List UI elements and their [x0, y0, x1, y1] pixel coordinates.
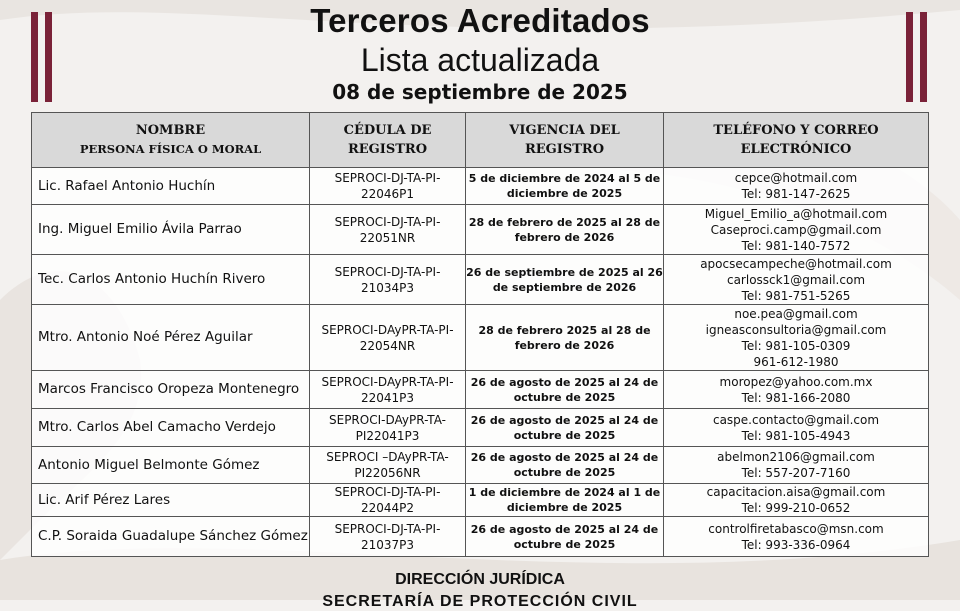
- header-vigencia-line2: REGISTRO: [524, 142, 605, 157]
- cell-vigencia: 26 de septiembre de 2025 al 26 de septiembre de 2026: [466, 255, 664, 305]
- cell-cedula: SEPROCI-DJ-TA-PI-22051NR: [310, 205, 466, 255]
- contact-line: controlfiretabasco@msn.com: [708, 521, 884, 536]
- cell-cedula: SEPROCI-DAyPR-TA-PI22041P3: [310, 409, 466, 447]
- contact-line: igneasconsultoria@gmail.com: [705, 322, 887, 337]
- cell-contact: [664, 409, 929, 447]
- cell-vigencia: 28 de febrero de 2025 al 28 de febrero de 2026: [466, 205, 664, 255]
- cell-name: Tec. Carlos Antonio Huchín Rivero: [32, 255, 310, 305]
- contact-line: capacitacion.aisa@gmail.com: [706, 485, 886, 499]
- cell-cedula: SEPROCI-DAyPR-TA-PI- 22054NR: [310, 305, 466, 371]
- cell-contact: [664, 168, 929, 205]
- cell-contact: [664, 517, 929, 557]
- contact-line: Caseproci.camp@gmail.com: [710, 222, 882, 237]
- header-cedula: [310, 113, 466, 168]
- table-row: [32, 447, 929, 484]
- cell-cedula: SEPROCI –DAyPR-TA-PI22056NR: [310, 447, 466, 484]
- cell-contact: [664, 305, 929, 371]
- contact-line: Tel: 993-336-0964: [741, 537, 851, 552]
- cell-name: Antonio Miguel Belmonte Gómez: [32, 447, 310, 484]
- cell-contact: [664, 447, 929, 484]
- table-row: [32, 205, 929, 255]
- contact-line: caspe.contacto@gmail.com: [712, 412, 880, 427]
- header-contact-line1: TELÉFONO Y CORREO: [713, 123, 879, 138]
- cell-contact: [664, 484, 929, 517]
- header-contact: [664, 113, 929, 168]
- contact-line: moropez@yahoo.com.mx: [719, 374, 873, 389]
- table-row: [32, 168, 929, 205]
- contact-line: Tel: 981-105-0309: [741, 338, 851, 353]
- table-row: [32, 484, 929, 517]
- cell-name: Mtro. Carlos Abel Camacho Verdejo: [32, 409, 310, 447]
- cell-name: C.P. Soraida Guadalupe Sánchez Gómez: [32, 517, 310, 557]
- page-subtitle: Lista actualizada: [360, 42, 600, 78]
- header-cedula-line1: CÉDULA DE: [343, 123, 432, 138]
- cell-cedula: SEPROCI-DJ-TA-PI-22044P2: [310, 484, 466, 517]
- header-contact-line2: ELECTRÓNICO: [740, 142, 852, 157]
- list-date: 08 de septiembre de 2025: [332, 80, 628, 104]
- contact-line: Tel: 981-751-5265: [741, 288, 851, 303]
- cell-vigencia: 28 de febrero 2025 al 28 de febrero de 2026: [466, 305, 664, 371]
- cell-vigencia: 26 de agosto de 2025 al 24 de octubre de 2025: [466, 409, 664, 447]
- header-vigencia: [466, 113, 664, 168]
- contact-line: Tel: 981-147-2625: [741, 187, 851, 201]
- contact-line: 961-612-1980: [753, 354, 839, 369]
- cell-vigencia: 26 de agosto de 2025 al 24 de octubre de 2025: [466, 447, 664, 484]
- header-name-line1: NOMBRE: [135, 123, 206, 138]
- contact-line: carlossck1@gmail.com: [726, 272, 866, 287]
- contact-line: Tel: 999-210-0652: [741, 501, 851, 515]
- table-row: [32, 371, 929, 409]
- contact-line: Miguel_Emilio_a@hotmail.com: [704, 206, 888, 221]
- cell-vigencia: 1 de diciembre de 2024 al 1 de diciembre de 2025: [466, 484, 664, 517]
- cell-contact: [664, 371, 929, 409]
- table-row: [32, 517, 929, 557]
- contact-line: cepce@hotmail.com: [734, 171, 858, 185]
- header-name-line2: PERSONA FÍSICA O MORAL: [79, 142, 262, 156]
- accredited-list-table: [31, 112, 929, 557]
- cell-name: Lic. Arif Pérez Lares: [32, 484, 310, 517]
- contact-line: apocsecampeche@hotmail.com: [700, 256, 892, 271]
- contact-line: Tel: 981-140-7572: [741, 238, 851, 253]
- table-row: [32, 305, 929, 371]
- cell-name: Marcos Francisco Oropeza Montenegro: [32, 371, 310, 409]
- cell-vigencia: 26 de agosto de 2025 al 24 de octubre de 2025: [466, 371, 664, 409]
- table-row: [32, 409, 929, 447]
- header-name: [32, 113, 310, 168]
- footer-department: DIRECCIÓN JURÍDICA: [395, 571, 565, 588]
- contact-line: Tel: 557-207-7160: [741, 466, 851, 480]
- cell-vigencia: 5 de diciembre de 2024 al 5 de diciembre de 2025: [466, 168, 664, 205]
- cell-contact: [664, 255, 929, 305]
- cell-name: Ing. Miguel Emilio Ávila Parrao: [32, 205, 310, 255]
- header-cedula-line2: REGISTRO: [347, 142, 428, 157]
- contact-line: Tel: 981-166-2080: [741, 390, 851, 405]
- cell-cedula: SEPROCI-DJ-TA-PI-21037P3: [310, 517, 466, 557]
- page-title: Terceros Acreditados: [310, 2, 650, 39]
- cell-cedula: SEPROCI-DJ-TA-PI-22046P1: [310, 168, 466, 205]
- cell-cedula: SEPROCI-DJ-TA-PI-21034P3: [310, 255, 466, 305]
- contact-line: Tel: 981-105-4943: [741, 428, 851, 443]
- footer-secretariat: SECRETARÍA DE PROTECCIÓN CIVIL: [322, 593, 638, 610]
- cell-vigencia: 26 de agosto de 2025 al 24 de octubre de 2025: [466, 517, 664, 557]
- cell-name: Lic. Rafael Antonio Huchín: [32, 168, 310, 205]
- header-vigencia-line1: VIGENCIA DEL: [509, 123, 620, 138]
- table-header-row: [32, 113, 929, 168]
- table-row: [32, 255, 929, 305]
- contact-line: noe.pea@gmail.com: [734, 306, 858, 321]
- contact-line: abelmon2106@gmail.com: [717, 450, 875, 464]
- cell-contact: [664, 205, 929, 255]
- cell-cedula: SEPROCI-DAyPR-TA-PI-22041P3: [310, 371, 466, 409]
- cell-name: Mtro. Antonio Noé Pérez Aguilar: [32, 305, 310, 371]
